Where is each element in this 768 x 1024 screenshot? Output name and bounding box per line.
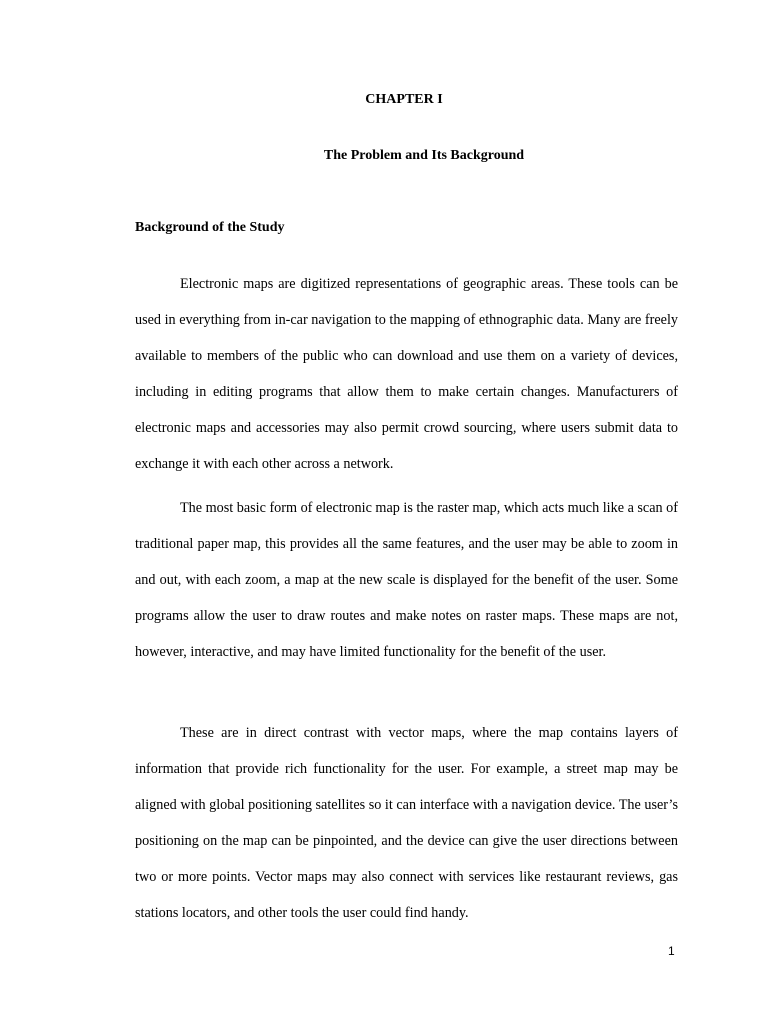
paragraph (135, 715, 678, 931)
paragraph-text: These are in direct contrast with vector maps, where the map contains layers of information that provide rich functionality for the user. For example, a street map may be aligned with global positioning satellites so it can interface with a navigation device. The user’s positioning on the map can be pinpointed, and the device can give the user directions between two or more points. Vector maps may also connect with services like restaurant reviews, gas stations locators, and other tools the user could find handy. (135, 725, 678, 921)
chapter-heading: CHAPTER I (365, 92, 443, 107)
page-number: 1 (668, 944, 675, 958)
paragraph-text: The most basic form of electronic map is the raster map, which acts much like a scan of traditional paper map, this provides all the same features, and the user may be able to zoom in and out, with each zoom, a map at the new scale is displayed for the benefit of the user. Some programs allow the user to draw routes and make notes on raster maps. These maps are not, however, interactive, and may have limited functionality for the benefit of the user. (135, 500, 678, 660)
paragraph-text: Electronic maps are digitized representations of geographic areas. These tools can be used in everything from in-car navigation to the mapping of ethnographic data. Many are freely available to members of the public who can download and use them on a variety of devices, including in editing programs that allow them to make certain changes. Manufacturers of electronic maps and accessories may also permit crowd sourcing, where users submit data to exchange it with each other across a network. (135, 276, 678, 472)
section-heading: Background of the Study (135, 220, 285, 235)
chapter-title: The Problem and Its Background (323, 148, 525, 163)
paragraph (135, 266, 678, 482)
paragraph (135, 490, 678, 670)
